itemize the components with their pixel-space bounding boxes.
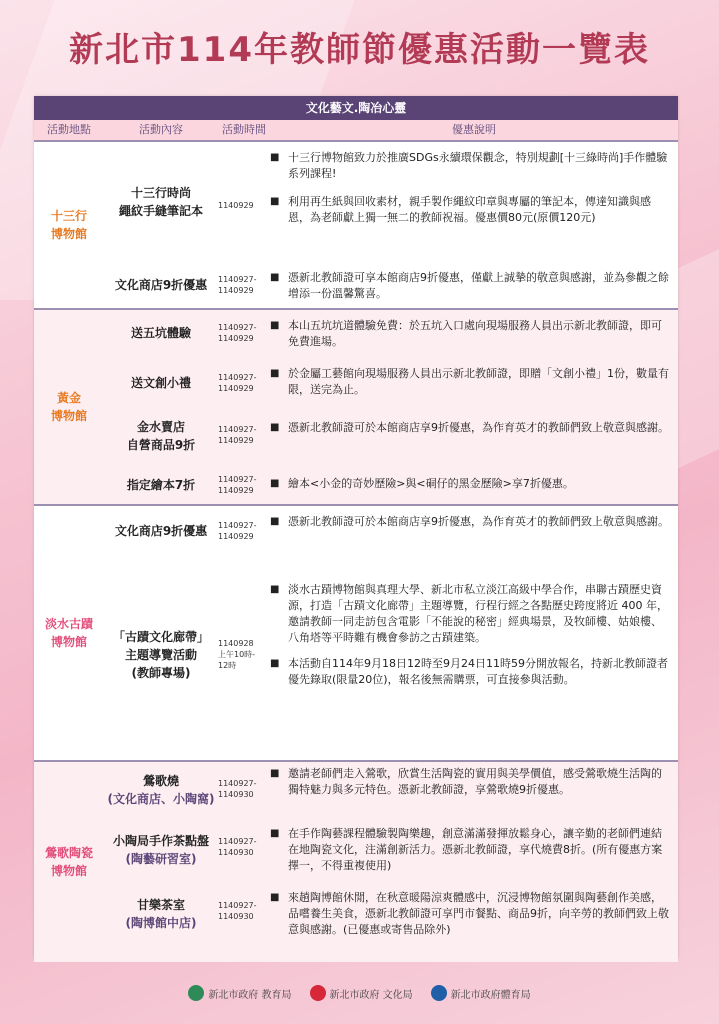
activity-date: 1140928 上午10時- 12時 [218, 639, 256, 670]
header-description: 優惠說明 [452, 123, 496, 136]
activity-date: 1140927- 1140930 [218, 779, 257, 799]
activity-date: 1140927- 1140929 [218, 425, 257, 445]
activity-date: 1140927- 1140929 [218, 323, 257, 343]
activity-name: 文化商店9折優惠 [114, 278, 208, 292]
activity-date: 1140927- 1140930 [218, 837, 257, 857]
activity-description: ■ 邀請老師們走入鶯歌，欣賞生活陶瓷的實用與美學價值，感受鶯歌燒生活陶的獨特魅力與多元特色。憑新北教師證，享鶯歌燒9折優惠。 [270, 766, 670, 798]
table-row [104, 886, 678, 962]
activity-description: ■ 淡水古蹟博物館與真理大學、新北市私立淡江高級中學合作，串聯古蹟歷史資源，打造「古蹟文化廊帶」主題導覽，行程行經之各點歷史跨度將近 400 年，邀請教師一同走訪包含電影「不能說的秘密」經典場景，及牧師樓、姑娘樓、八角塔等平時難有機會參訪之古蹟建築。 ■ 本活動自114年9月18日12時至9月24日11時59分開放報名，持新北教師證者優先錄取(限量20位)，報名後無需購票，可直接參與活動。 [270, 582, 670, 688]
table-row [104, 264, 678, 308]
section-shisanhang [34, 140, 678, 308]
location-label: 黃金 博物館 [50, 391, 87, 423]
activity-description: ■ 憑新北教師證可享本館商店9折優惠，僅獻上誠摯的敬意與感謝，並為參觀之餘增添一份溫馨驚喜。 [270, 270, 670, 302]
activity-description: ■ 本山五坑坑道體驗免費：於五坑入口處向現場服務人員出示新北教師證，即可免費進場。 [270, 318, 670, 350]
activity-description: ■ 在手作陶藝課程體驗製陶樂趣，創意滿滿發揮放鬆身心，讓辛勤的老師們連結在地陶瓷文化，注滿創新活力。憑新北教師證，享代燒費8折。(所有優惠方案擇一，不得重複使用) [270, 826, 670, 874]
activity-date: 1140927- 1140929 [218, 275, 257, 295]
activity-name: 金水賣店 自營商品9折 [126, 420, 196, 452]
activity-name: 送五坑體驗 [130, 326, 191, 340]
header-date: 活動時間 [222, 123, 266, 136]
culture-logo-icon [310, 985, 326, 1001]
table-row [104, 762, 678, 820]
table-row [104, 310, 678, 356]
table-row [104, 822, 678, 884]
section-yingge [34, 760, 678, 962]
column-headers [34, 120, 678, 140]
location-label: 十三行 博物館 [50, 209, 87, 241]
education-logo-icon [188, 985, 204, 1001]
activity-name: 十三行時尚 繩紋手縫筆記本 [118, 186, 203, 218]
activity-name: 「古蹟文化廊帶」 主題導覽活動 (教師專場) [112, 630, 209, 680]
sports-logo-icon [431, 985, 447, 1001]
activity-description: ■ 十三行博物館致力於推廣SDGs永續環保觀念，特別規劃[十三綠時尚]手作體驗系列課程! ■ 利用再生紙與回收素材，親手製作繩紋印章與專屬的筆記本，傳達知識與感恩，為老師獻上獨一無二的教師祝福。優惠價80元(原價120元) [270, 150, 670, 226]
table-row [104, 466, 678, 504]
activity-description: ■ 憑新北教師證可於本館商店享9折優惠，為作育英才的教師們致上敬意與感謝。 [270, 514, 670, 530]
section-tamsui [34, 504, 678, 760]
table-row [104, 358, 678, 408]
activity-description: ■ 憑新北教師證可於本館商店享9折優惠，為作育英才的教師們致上敬意與感謝。 [270, 420, 670, 436]
activity-name: 甘樂茶室 (陶博館中店) [125, 898, 197, 930]
activity-name: 鶯歌燒 (文化商店、小陶窩) [107, 774, 215, 806]
header-location: 活動地點 [47, 123, 91, 136]
activity-description: ■ 來趟陶博館休閒，在秋意暖陽涼爽體感中，沉浸博物館氛圍與陶藝創作美感，品嚐養生美食，憑新北教師證可享門市餐點、商品9折，向辛勞的教師們致上敬意與感謝。(已優惠或寄售品除外) [270, 890, 670, 938]
table-row [104, 410, 678, 462]
activity-date: 1140929 [218, 201, 254, 210]
logo-education: 新北市政府 教育局 [188, 985, 291, 1001]
footer-logos [0, 985, 719, 1001]
category-banner: 文化藝文.陶冶心靈 [34, 96, 678, 120]
activity-name: 指定繪本7折 [126, 478, 196, 492]
activity-date: 1140927- 1140929 [218, 475, 257, 495]
page-title: 新北市114年教師節優惠活動一覽表 [69, 30, 650, 70]
logo-sports: 新北市政府體育局 [431, 985, 531, 1001]
activity-description: ■ 繪本<小金的奇妙歷險>與<硐仔的黑金歷險>享7折優惠。 [270, 476, 670, 492]
activity-description: ■ 於金屬工藝館向現場服務人員出示新北教師證，即贈「文創小禮」1份，數量有限，送完為止。 [270, 366, 670, 398]
header-content: 活動內容 [139, 123, 183, 136]
activity-date: 1140927- 1140930 [218, 901, 257, 921]
activity-date: 1140927- 1140929 [218, 521, 257, 541]
activity-date: 1140927- 1140929 [218, 373, 257, 393]
location-label: 淡水古蹟 博物館 [44, 617, 93, 649]
table-row [104, 576, 678, 760]
activity-name: 文化商店9折優惠 [114, 524, 208, 538]
location-label: 鶯歌陶瓷 博物館 [44, 846, 93, 878]
table-row [104, 142, 678, 264]
section-gold [34, 308, 678, 504]
table-row [104, 506, 678, 554]
activity-name: 送文創小禮 [130, 376, 191, 390]
offer-table [34, 96, 678, 958]
logo-culture: 新北市政府 文化局 [310, 985, 413, 1001]
activity-name: 小陶局手作茶點盤 (陶藝研習室) [112, 834, 209, 866]
